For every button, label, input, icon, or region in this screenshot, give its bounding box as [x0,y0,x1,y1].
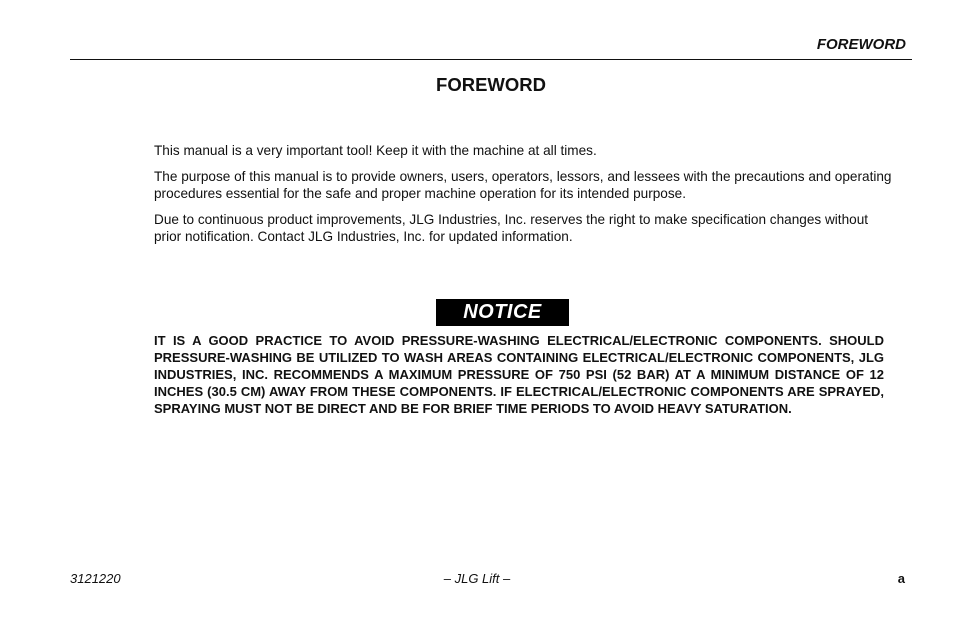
page-title: FOREWORD [436,74,546,95]
paragraph: The purpose of this manual is to provide owners, users, operators, lessors, and lessees with the precautions and operating procedures essential for the safe and proper machine operation for its intended purpose. [154,168,892,201]
header-divider [70,59,912,60]
notice-text: IT IS A GOOD PRACTICE TO AVOID PRESSURE-WASHING ELECTRICAL/ELECTRONIC COMPONENTS. SHOULD PRESSURE-WASHING BE UTILIZED TO WASH AREAS CONTAINING ELECTRICAL/ELECTRONIC COMPONENTS, JLG INDUSTRIES, INC. RECOMMENDS A MAXIMUM PRESSURE OF 750 PSI (52 BAR) AT A MINIMUM DISTANCE OF 12 INCHES (30.5 CM) AWAY FROM THESE COMPONENTS. IF ELECTRICAL/ELECTRONIC COMPONENTS ARE SPRAYED, SPRAYING MUST NOT BE DIRECT AND BE FOR BRIEF TIME PERIODS TO AVOID HEAVY SATURATION. [154,333,884,416]
footer-doc-number: 3121220 [70,571,121,586]
paragraph: Due to continuous product improvements, JLG Industries, Inc. reserves the right to make specification changes without prior notification. Contact JLG Industries, Inc. for updated information. [154,211,869,244]
header-section-title: FOREWORD [816,36,906,53]
notice-label: NOTICE [436,299,569,326]
paragraph: This manual is a very important tool! Keep it with the machine at all times. [154,143,597,158]
footer-title: – JLG Lift – [443,571,511,586]
footer-page-number: a [897,571,905,586]
foreword-body [154,142,894,254]
